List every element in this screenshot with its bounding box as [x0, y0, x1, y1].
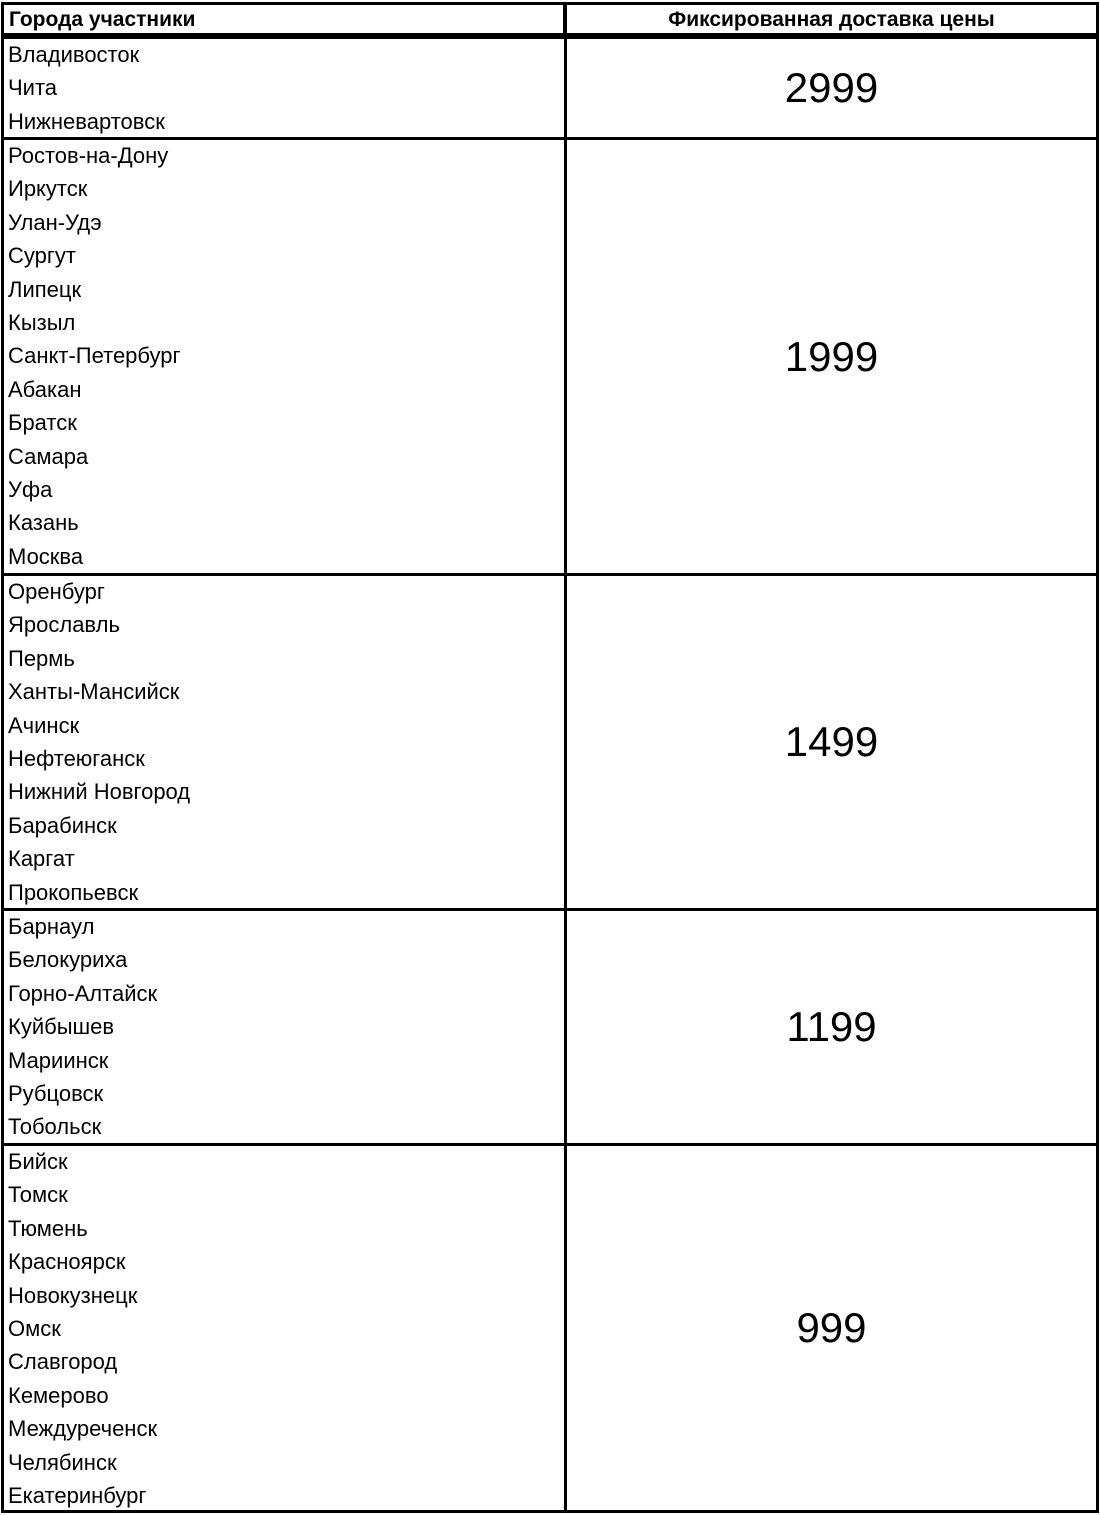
city-name: Братск [8, 410, 77, 436]
price-group [1, 36, 1099, 140]
city-name: Самара [8, 443, 89, 469]
city-name: Омск [8, 1315, 61, 1341]
city-name: Санкт-Петербург [8, 343, 181, 369]
city-name: Красноярск [8, 1249, 126, 1275]
city-name: Нижний Новгород [8, 779, 191, 805]
city-name: Владивосток [8, 42, 140, 67]
city-list [4, 39, 562, 139]
city-name: Новокузнецк [8, 1282, 138, 1308]
city-name: Ростов-на-Дону [8, 143, 169, 168]
city-name: Ярославль [8, 612, 120, 638]
city-name: Куйбышев [8, 1014, 115, 1040]
city-name: Тобольск [8, 1114, 102, 1140]
city-name: Каргат [8, 846, 75, 872]
city-name: Белокуриха [8, 947, 128, 973]
city-name: Челябинск [8, 1449, 117, 1475]
city-name: Горно-Алтайск [8, 980, 158, 1006]
city-list [4, 1146, 562, 1513]
city-name: Уфа [8, 476, 53, 502]
city-name: Казань [8, 510, 79, 536]
city-name: Чита [8, 75, 58, 101]
city-name: Барнаул [8, 914, 95, 939]
city-name: Оренбург [8, 579, 105, 604]
city-name: Рубцовск [8, 1080, 104, 1106]
price-group [1, 908, 1099, 1146]
city-name: Екатеринбург [8, 1482, 147, 1508]
price-group [1, 1143, 1099, 1513]
city-list [4, 576, 562, 910]
city-name: Улан-Удэ [8, 209, 102, 235]
city-name: Мариинск [8, 1047, 109, 1073]
city-name: Славгород [8, 1349, 118, 1375]
city-name: Нижневартовск [8, 108, 165, 134]
city-name: Нефтеюганск [8, 745, 145, 771]
header-cities: Города участники [1, 2, 566, 36]
header-price: Фиксированная доставка цены [564, 2, 1099, 36]
city-name: Тюмень [8, 1215, 88, 1241]
price-value: 1499 [784, 718, 879, 765]
price-value: 1999 [784, 332, 879, 380]
price-group [1, 137, 1099, 576]
city-name: Пермь [8, 645, 75, 671]
city-list [4, 140, 562, 574]
city-name: Бийск [8, 1149, 68, 1174]
city-list [4, 911, 562, 1145]
price-group [1, 573, 1099, 911]
city-name: Барабинск [8, 812, 117, 838]
city-name: Кемерово [8, 1382, 109, 1408]
city-name: Сургут [8, 243, 76, 269]
city-name: Междуреченск [8, 1416, 158, 1442]
city-name: Липецк [8, 276, 82, 302]
city-name: Кызыл [8, 309, 76, 335]
price-value: 999 [796, 1304, 867, 1351]
city-name: Москва [8, 543, 84, 569]
city-name: Томск [8, 1182, 68, 1208]
city-name: Прокопьевск [8, 879, 139, 905]
price-value: 1199 [786, 1003, 877, 1050]
city-name: Абакан [8, 376, 82, 402]
city-name: Иркутск [8, 176, 88, 202]
city-name: Ханты-Мансийск [8, 679, 180, 705]
city-name: Ачинск [8, 712, 80, 738]
price-value: 2999 [784, 64, 879, 111]
